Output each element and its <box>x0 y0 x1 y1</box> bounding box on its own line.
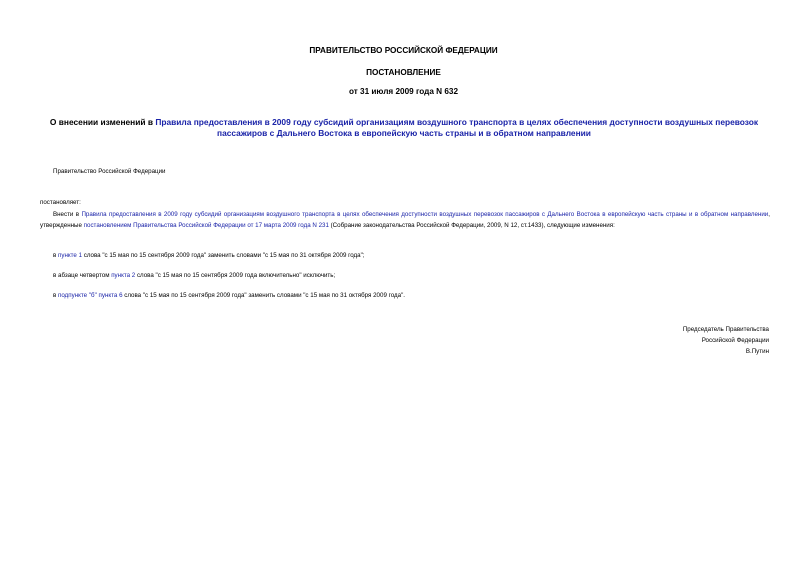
government-heading: ПРАВИТЕЛЬСТВО РОССИЙСКОЙ ФЕДЕРАЦИИ <box>309 46 498 55</box>
document-type-heading: ПОСТАНОВЛЕНИЕ <box>366 68 441 77</box>
resolution-231-link[interactable]: постановлением Правительства Российской Федерации от 17 марта 2009 года N 231 <box>83 222 329 229</box>
document-title <box>40 117 768 139</box>
signature-position-line-1: Председатель Правительства <box>682 326 769 333</box>
signature-name: В.Путин <box>745 348 769 355</box>
title-prefix: О внесении изменений в <box>49 117 156 127</box>
amendment-item-2-text: слова "с 15 мая по 15 сентября 2009 года включительно" исключить; <box>135 272 336 279</box>
amendment-item-3 <box>53 291 405 302</box>
main-paragraph <box>40 209 770 231</box>
subclause-b-clause-6-link[interactable]: подпункте "б" пункта 6 <box>58 292 123 299</box>
preamble-text: Правительство Российской Федерации <box>53 168 166 175</box>
amendment-item-2 <box>53 271 335 282</box>
clause-1-link[interactable]: пункте 1 <box>58 252 83 259</box>
amendment-item-3-text: слова "с 15 мая по 15 сентября 2009 года" заменить словами "с 15 мая по 31 октября 2009 года". <box>122 292 405 299</box>
amendment-item-1-prefix: в <box>53 252 59 259</box>
document-date-number: от 31 июля 2009 года N 632 <box>348 87 459 96</box>
rules-link[interactable]: Правила предоставления в 2009 году субсидий организациям воздушного транспорта в целях обеспечения доступности воздушных перевозок пассажиров с Дальнего Востока в европейскую часть страны и в обратном направлении <box>81 211 769 218</box>
signature-block <box>683 324 769 357</box>
resolves-text: постановляет: <box>40 199 81 206</box>
main-paragraph-approved: , утвержденные <box>40 211 770 229</box>
amendment-item-3-prefix: в <box>53 292 59 299</box>
main-paragraph-source: (Собрание законодательства Российской Федерации, 2009, N 12, ст.1433), следующие изменения: <box>328 222 615 229</box>
clause-2-link[interactable]: пункта 2 <box>111 272 136 279</box>
amendment-item-1 <box>53 251 365 262</box>
amendment-item-2-prefix: в абзаце четвертом <box>53 272 112 279</box>
signature-position-line-2: Российской Федерации <box>701 337 769 344</box>
main-paragraph-intro: Внести в <box>53 211 82 218</box>
amendment-item-1-text: слова "с 15 мая по 15 сентября 2009 года" заменить словами "с 15 мая по 31 октября 2009 года"; <box>82 252 365 259</box>
title-rules-link[interactable]: Правила предоставления в 2009 году субсидий организациям воздушного транспорта в целях обеспечения доступности воздушных перевозок пассажиров с Дальнего Востока в европейскую часть страны и в обратном направлении <box>155 117 759 138</box>
